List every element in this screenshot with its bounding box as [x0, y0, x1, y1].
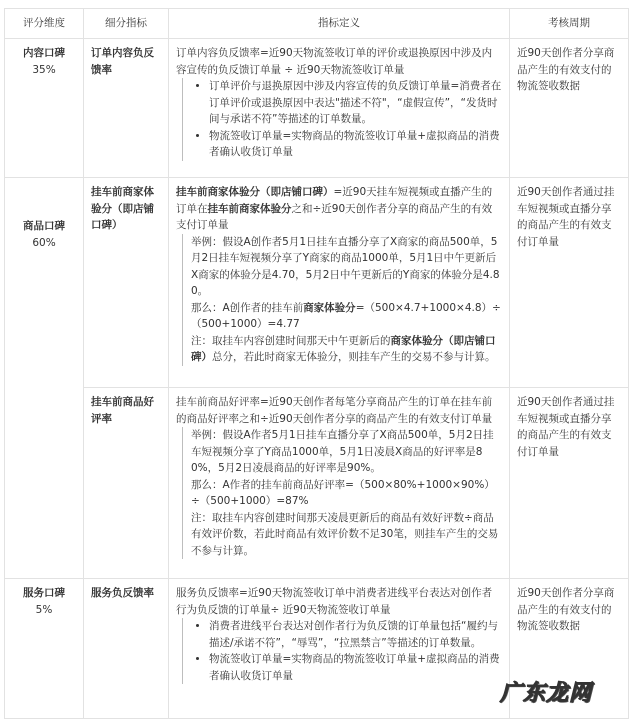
definition-bold-term: 挂车前商家体验分 — [207, 202, 292, 215]
table-row — [5, 388, 629, 579]
definition-text — [176, 184, 502, 234]
example-text: 举例：假设A作者5月1日挂车直播分享了X商品500单，5月2日挂车短视频分享了Y商品1000单，5月1日凌晨X商品的好评率是80%，5月2日凌晨商品的好评率是90%。 — [191, 429, 494, 474]
example-text: 举例：假设A创作者5月1日挂车直播分享了X商家的商品500单，5月2日挂车短视频分享了Y商家的商品1000单，5月1日中午更新后X商家的体验分是4.70，5月2日中午更新后的Y商家的体验分是4.80。 — [191, 235, 500, 297]
note-prefix: 注：取挂车内容创建时间那天中午更新后的 — [191, 334, 391, 347]
definition-part: 之和÷近90天创作者分享的商品产生的有效支付订单量 — [176, 202, 493, 231]
table-row — [5, 178, 629, 388]
definition-notes — [182, 78, 502, 161]
definition-cell — [169, 388, 510, 579]
definition-bullet: • 物流签收订单量=实物商品的物流签收订单量+虚拟商品的消费者确认收货订单量 — [209, 651, 502, 684]
calc-prefix: 那么：A创作者的挂车前 — [191, 301, 304, 314]
note-bold-term: 商家体验分（即店铺口碑） — [191, 334, 496, 363]
dimension-weight: 35% — [32, 63, 56, 76]
dimension-cell — [5, 178, 84, 579]
metric-name: 订单内容负反馈率 — [84, 39, 169, 178]
definition-text: 服务负反馈率=近90天物流签收订单中消费者进线平台表达对创作者行为负反馈的订单量÷ 近90天物流签收订单量 — [176, 587, 493, 616]
scoring-metrics-table — [4, 8, 629, 719]
definition-text: 订单内容负反馈率=近90天物流签收订单的评价或退换原因中涉及内容宣传的负反馈订单量 ÷ 近90天物流签收订单量 — [176, 47, 493, 76]
definition-notes — [182, 234, 502, 366]
table-row — [5, 39, 629, 178]
dimension-name: 内容口碑 — [23, 47, 65, 59]
metric-name: 挂车前商品好评率 — [84, 388, 169, 579]
period-cell: 近90天创作者通过挂车短视频或直播分享的商品产生的有效支付订单量 — [510, 178, 629, 388]
definition-cell — [169, 579, 510, 719]
metric-name: 挂车前商家体验分（即店铺口碑） — [84, 178, 169, 388]
dimension-cell — [5, 39, 84, 178]
note-text: 注：取挂车内容创建时间那天凌晨更新后的商品有效好评数÷商品有效评价数，若此时商品有效评价数不足30笔，则挂车产生的交易不参与计算。 — [191, 511, 499, 557]
definition-bullet: • 消费者进线平台表达对创作者行为负反馈的订单量包括“履约与描述/承诺不符”，“辱骂”，“拉黑禁言”等描述的订单数量。 — [209, 618, 502, 651]
period-cell: 近90天创作者分享商品产生的有效支付的物流签收数据 — [510, 579, 629, 719]
header-metric: 细分指标 — [84, 9, 169, 39]
header-dimension: 评分维度 — [5, 9, 84, 39]
note-text — [191, 333, 502, 366]
watermark-logo: 广东龙网 — [499, 681, 592, 706]
calc-bold-term: 商家体验分 — [303, 301, 356, 314]
definition-bold-term: 挂车前商家体验分（即店铺口碑） — [176, 186, 334, 198]
dimension-weight: 5% — [35, 603, 53, 616]
definition-cell — [169, 39, 510, 178]
header-period: 考核周期 — [510, 9, 629, 39]
calc-formula: =（500×4.7+1000×4.8）÷（500+1000）=4.77 — [191, 301, 501, 330]
calculation-text: 那么：A作者的挂车前商品好评率=（500×80%+1000×90%）÷（500+1000）=87% — [191, 478, 495, 507]
definition-cell — [169, 178, 510, 388]
period-cell: 近90天创作者分享商品产生的有效支付的物流签收数据 — [510, 39, 629, 178]
definition-part: =近90天挂车短视频或直播产生的订单在 — [176, 186, 493, 215]
definition-notes — [182, 618, 502, 684]
dimension-name: 商品口碑 — [23, 220, 65, 232]
note-suffix: 总分，若此时商家无体验分，则挂车产生的交易不参与计算。 — [212, 351, 496, 363]
dimension-name: 服务口碑 — [23, 587, 65, 599]
period-cell: 近90天创作者通过挂车短视频或直播分享的商品产生的有效支付订单量 — [510, 388, 629, 579]
dimension-cell — [5, 579, 84, 719]
dimension-weight: 60% — [32, 236, 56, 249]
definition-bullet: • 订单评价与退换原因中涉及内容宣传的负反馈订单量=消费者在订单评价或退换原因中表达"描述不符"，“虚假宣传”，“发货时间与承诺不符”等描述的订单数量。 — [209, 78, 502, 128]
definition-bullet: • 物流签收订单量=实物商品的物流签收订单量+虚拟商品的消费者确认收货订单量 — [209, 128, 502, 161]
header-definition: 指标定义 — [169, 9, 510, 39]
header-row — [5, 9, 629, 39]
calculation-text — [191, 300, 502, 333]
definition-text: 挂车前商品好评率=近90天创作者每笔分享商品产生的订单在挂车前的商品好评率之和÷近90天创作者分享的商品产生的有效支付订单量 — [176, 396, 493, 425]
definition-notes — [182, 427, 502, 559]
metric-name: 服务负反馈率 — [84, 579, 169, 719]
